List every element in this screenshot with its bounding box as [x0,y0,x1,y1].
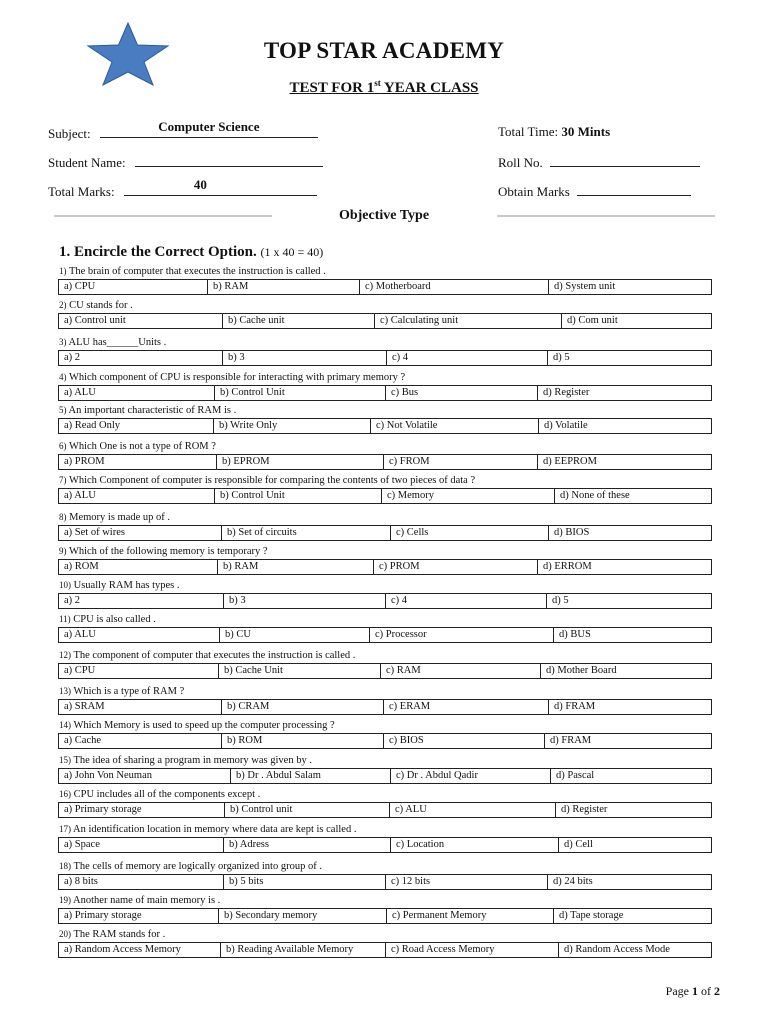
question-statement: The cells of memory are logically organized into group of . [73,861,322,872]
total-time-label: Total Time: [498,124,559,139]
option-divider [547,351,548,365]
option-a[interactable]: a) SRAM [64,701,105,712]
option-divider [390,526,391,540]
option-divider [550,769,551,783]
section-title: Objective Type [338,208,430,223]
total-marks-label: Total Marks: [48,184,115,199]
question-number: 16) [59,789,71,799]
option-divider [547,875,548,889]
option-divider [383,734,384,748]
option-divider [537,455,538,469]
roll-no-field[interactable] [550,153,700,167]
page-of: of [698,984,714,998]
option-divider [223,875,224,889]
option-row [58,768,712,784]
option-c[interactable]: c) 4 [392,352,409,363]
student-name-label: Student Name: [48,155,126,170]
option-divider [553,909,554,923]
option-b[interactable]: b) Reading Available Memory [226,944,354,955]
option-row [58,279,712,295]
question-number: 8) [59,512,67,522]
option-b[interactable]: b) Set of circuits [227,527,297,538]
option-divider [386,909,387,923]
option-b[interactable]: b) CRAM [227,701,270,712]
option-d[interactable]: d) FRAM [554,701,596,712]
page-prefix: Page [665,984,692,998]
option-a[interactable]: a) ALU [64,490,96,501]
question-statement: An identification location in memory where data are kept is called . [73,824,357,835]
option-divider [561,314,562,328]
option-d[interactable]: d) Pascal [556,770,595,781]
subtitle-suffix: YEAR CLASS [380,80,479,96]
option-c[interactable]: c) Cells [396,527,429,538]
option-divider [221,526,222,540]
question-number: 11) [59,614,71,624]
option-divider [359,280,360,294]
question-text [59,720,335,731]
option-b[interactable]: b) Control Unit [220,490,285,501]
option-divider [385,386,386,400]
option-row [58,525,712,541]
question-text [59,441,216,452]
instruction-text: 1. Encircle the Correct Option. [59,244,257,260]
option-d[interactable]: d) None of these [560,490,630,501]
section-divider-right [497,215,715,217]
question-text [59,789,260,800]
option-a[interactable]: a) ALU [64,629,96,640]
option-divider [218,664,219,678]
question-number: 6) [59,441,67,451]
student-name-field[interactable] [135,153,323,167]
option-c[interactable]: c) Road Access Memory [391,944,495,955]
roll-no-label: Roll No. [498,155,543,170]
option-d[interactable]: d) Random Access Mode [564,944,670,955]
option-b[interactable]: b) Control Unit [220,387,285,398]
option-d[interactable]: d) FRAM [550,735,592,746]
option-b[interactable]: b) Cache unit [228,315,285,326]
question-statement: Which Memory is used to speed up the computer processing ? [73,720,335,731]
option-divider [548,280,549,294]
subtitle-superscript: st [374,78,381,88]
option-divider [374,314,375,328]
option-divider [538,419,539,433]
option-a[interactable]: a) Random Access Memory [64,944,181,955]
option-a[interactable]: a) 2 [64,595,81,606]
option-row [58,874,712,890]
question-statement: The brain of computer that executes the instruction is called . [68,266,326,277]
option-divider [389,803,390,817]
question-number: 1) [59,266,67,276]
option-divider [214,489,215,503]
question-text [59,475,475,486]
option-divider [383,455,384,469]
option-b[interactable]: b) Adress [229,839,269,850]
question-text [59,372,405,383]
question-number: 20) [59,929,71,939]
roll-no-row [498,153,700,171]
option-d[interactable]: d) BIOS [554,527,590,538]
option-c[interactable]: c) PROM [379,561,420,572]
option-divider [558,838,559,852]
question-number: 10) [59,580,71,590]
option-c[interactable]: c) Permanent Memory [392,910,487,921]
option-d[interactable]: d) ERROM [543,561,592,572]
question-statement: The RAM stands for . [73,929,166,940]
option-divider [221,700,222,714]
option-b[interactable]: b) Cache Unit [224,665,283,676]
question-number: 12) [59,650,71,660]
option-divider [213,419,214,433]
option-divider [385,875,386,889]
question-statement: An important characteristic of RAM is . [68,405,237,416]
option-row [58,837,712,853]
subject-value: Computer Science [158,119,260,134]
option-row [58,350,712,366]
option-d[interactable]: d) Mother Board [546,665,617,676]
question-statement: Another name of main memory is . [73,895,221,906]
option-b[interactable]: b) Write Only [219,420,278,431]
option-a[interactable]: a) Space [64,839,100,850]
question-statement: Which of the following memory is temporary ? [68,546,268,557]
option-divider [385,594,386,608]
question-text [59,405,236,416]
option-divider [537,386,538,400]
subject-label: Subject: [48,126,91,141]
question-statement: The idea of sharing a program in memory was given by . [73,755,312,766]
subject-field[interactable] [100,119,318,138]
option-d[interactable]: d) EEPROM [543,456,597,467]
option-b[interactable]: b) EPROM [222,456,270,467]
question-text [59,686,184,697]
option-d[interactable]: d) Tape storage [559,910,624,921]
question-statement: Which Component of computer is responsible for comparing the contents of two pieces of data ? [68,475,476,486]
option-divider [558,943,559,957]
question-text [59,512,170,523]
option-divider [214,386,215,400]
question-text [59,300,133,311]
option-divider [220,943,221,957]
option-a[interactable]: a) 8 bits [64,876,98,887]
option-divider [390,838,391,852]
option-c[interactable]: c) Dr . Abdul Qadir [396,770,478,781]
option-divider [373,560,374,574]
option-divider [546,594,547,608]
student-name-row [48,153,323,171]
option-a[interactable]: a) ALU [64,387,96,398]
option-d[interactable]: d) 5 [552,595,569,606]
option-divider [386,351,387,365]
option-divider [370,419,371,433]
option-c[interactable]: c) Location [396,839,445,850]
question-number: 18) [59,861,71,871]
option-a[interactable]: a) Primary storage [64,804,142,815]
option-divider [216,455,217,469]
option-a[interactable]: a) PROM [64,456,105,467]
option-b[interactable]: b) Dr . Abdul Salam [236,770,321,781]
option-divider [230,769,231,783]
total-time-row [498,124,610,140]
option-c[interactable]: c) BIOS [389,735,424,746]
option-divider [383,700,384,714]
option-divider [537,560,538,574]
total-time-value: 30 Mints [561,124,611,139]
option-a[interactable]: a) Read Only [64,420,120,431]
option-row [58,559,712,575]
option-row [58,385,712,401]
option-divider [221,734,222,748]
question-text [59,546,268,557]
question-statement: Which One is not a type of ROM ? [68,441,216,452]
option-row [58,733,712,749]
question-text [59,929,165,940]
option-row [58,488,712,504]
page-current: 1 [692,984,698,998]
option-row [58,802,712,818]
question-text [59,580,180,591]
question-number: 9) [59,546,67,556]
option-c[interactable]: c) ERAM [389,701,431,712]
question-statement: ALU has______Units . [68,337,167,348]
question-number: 19) [59,895,71,905]
option-a[interactable]: a) CPU [64,665,96,676]
option-row [58,699,712,715]
question-text [59,755,312,766]
question-text [59,861,322,872]
question-statement: The component of computer that executes the instruction is called . [73,650,356,661]
question-statement: Which is a type of RAM ? [73,686,185,697]
option-divider [555,803,556,817]
option-divider [223,838,224,852]
question-text [59,337,166,348]
option-d[interactable]: d) Register [543,387,590,398]
option-divider [548,700,549,714]
question-statement: CPU includes all of the components except . [73,789,261,800]
total-marks-field[interactable] [124,177,317,196]
option-d[interactable]: d) Com unit [567,315,618,326]
option-d[interactable]: d) System unit [554,281,616,292]
option-c[interactable]: c) Memory [387,490,434,501]
total-marks-row [48,177,317,200]
subject-row [48,119,318,142]
option-c[interactable]: c) FROM [389,456,430,467]
option-divider [369,628,370,642]
option-b[interactable]: b) 3 [228,352,245,363]
option-row [58,663,712,679]
question-statement: CPU is also called . [73,614,156,625]
option-a[interactable]: a) Control unit [64,315,126,326]
option-b[interactable]: b) RAM [213,281,249,292]
option-divider [222,351,223,365]
option-c[interactable]: c) ALU [395,804,427,815]
page-title: TOP STAR ACADEMY [263,38,505,63]
obtain-marks-field[interactable] [577,182,691,196]
question-text [59,895,220,906]
option-a[interactable]: a) John Von Neuman [64,770,152,781]
option-row [58,593,712,609]
obtain-marks-row [498,182,691,200]
option-b[interactable]: b) RAM [223,561,259,572]
question-text [59,266,326,277]
question-number: 5) [59,405,67,415]
page-indicator [666,984,720,999]
option-divider [381,489,382,503]
option-c[interactable]: c) Bus [391,387,419,398]
option-b[interactable]: b) ROM [227,735,263,746]
question-text [59,614,156,625]
question-number: 3) [59,337,67,347]
option-divider [217,560,218,574]
option-divider [548,526,549,540]
option-divider [219,628,220,642]
option-a[interactable]: a) Primary storage [64,910,142,921]
test-subtitle [0,78,768,97]
option-c[interactable]: c) 12 bits [391,876,431,887]
question-number: 14) [59,720,71,730]
question-number: 4) [59,372,67,382]
option-c[interactable]: c) Motherboard [365,281,431,292]
option-d[interactable]: d) 24 bits [553,876,593,887]
option-a[interactable]: a) 2 [64,352,81,363]
option-divider [540,664,541,678]
option-a[interactable]: a) ROM [64,561,99,572]
option-b[interactable]: b) 5 bits [229,876,264,887]
option-c[interactable]: c) Not Volatile [376,420,438,431]
option-b[interactable]: b) Control unit [230,804,293,815]
question-statement: Which component of CPU is responsible for interacting with primary memory ? [68,372,406,383]
option-c[interactable]: c) Processor [375,629,427,640]
option-b[interactable]: b) Secondary memory [224,910,318,921]
page-total: 2 [714,984,720,998]
option-divider [553,628,554,642]
option-d[interactable]: d) 5 [553,352,570,363]
option-b[interactable]: b) 3 [229,595,246,606]
option-divider [218,909,219,923]
option-a[interactable]: a) CPU [64,281,96,292]
option-a[interactable]: a) Cache [64,735,102,746]
question-statement: Memory is made up of . [69,512,171,523]
question-number: 13) [59,686,71,696]
option-c[interactable]: c) 4 [391,595,408,606]
option-c[interactable]: c) RAM [386,665,421,676]
option-divider [385,943,386,957]
option-divider [390,769,391,783]
option-d[interactable]: d) Cell [564,839,593,850]
option-row [58,418,712,434]
subtitle-prefix: TEST FOR 1 [289,80,375,96]
option-a[interactable]: a) Set of wires [64,527,125,538]
option-row [58,313,712,329]
option-d[interactable]: d) Register [561,804,608,815]
option-row [58,627,712,643]
question-number: 7) [59,475,67,485]
question-number: 17) [59,824,71,834]
question-number: 2) [59,300,67,310]
option-c[interactable]: c) Calculating unit [380,315,459,326]
option-divider [380,664,381,678]
total-marks-value: 40 [193,177,207,192]
obtain-marks-label: Obtain Marks [498,184,570,199]
question-text [59,824,356,835]
option-divider [222,314,223,328]
option-row [58,454,712,470]
option-divider [223,594,224,608]
question-text [59,650,355,661]
option-b[interactable]: b) CU [225,629,251,640]
question-number: 15) [59,755,71,765]
option-divider [554,489,555,503]
option-divider [207,280,208,294]
option-divider [224,803,225,817]
option-row [58,908,712,924]
option-d[interactable]: d) Volatile [544,420,588,431]
option-row [58,942,712,958]
question-statement: CU stands for . [69,300,133,311]
question-statement: Usually RAM has types . [73,580,180,591]
instruction-marks: (1 x 40 = 40) [260,245,324,259]
option-d[interactable]: d) BUS [559,629,591,640]
option-divider [544,734,545,748]
question-instruction [59,244,323,261]
